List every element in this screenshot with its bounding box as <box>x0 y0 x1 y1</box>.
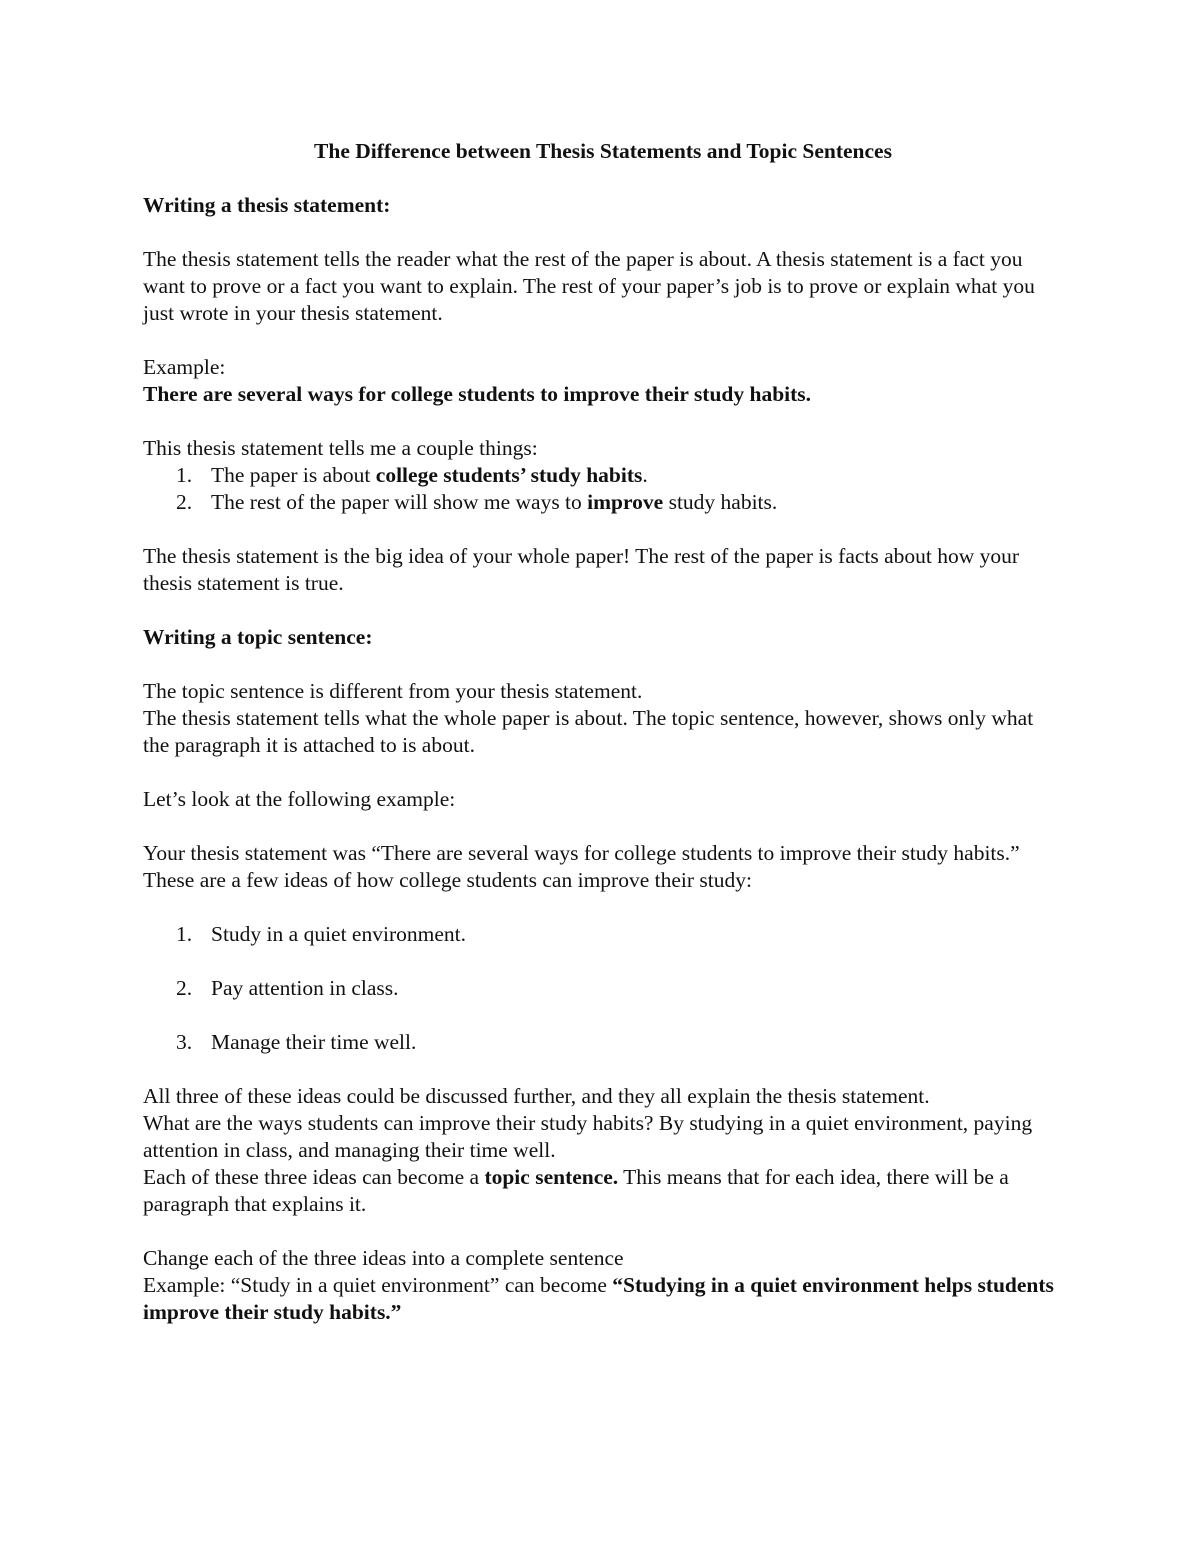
change-instruction: Change each of the three ideas into a complete sentence <box>143 1246 624 1270</box>
list-item: 2. The rest of the paper will show me ways to improve study habits. <box>176 490 778 514</box>
section-heading-topic: Writing a topic sentence: <box>143 625 373 649</box>
topic-line-1: The topic sentence is different from your thesis statement. <box>143 679 643 703</box>
each-idea-paragraph: Each of these three ideas can become a topic sentence. This means that for each idea, there will be a paragraph that explains it. <box>143 1165 1009 1216</box>
topic-line-2: The thesis statement tells what the whole paper is about. The topic sentence, however, shows only what the paragraph it is attached to is about. <box>143 706 1034 757</box>
ideas-list <box>143 921 1063 1056</box>
thesis-was-paragraph: Your thesis statement was “There are several ways for college students to improve their study habits.” <box>143 841 1020 865</box>
document-page <box>143 138 1063 1326</box>
list-item: 1. Study in a quiet environment. <box>176 922 466 946</box>
section-heading-thesis: Writing a thesis statement: <box>143 193 391 217</box>
list-item: 2. Pay attention in class. <box>176 976 399 1000</box>
list-item: 1. The paper is about college students’ study habits. <box>176 463 648 487</box>
page-title: The Difference between Thesis Statements and Topic Sentences <box>314 139 892 163</box>
thesis-tells-intro: This thesis statement tells me a couple things: <box>143 436 538 460</box>
thesis-intro-paragraph: The thesis statement tells the reader what the rest of the paper is about. A thesis statement is a fact you want to prove or a fact you want to explain. The rest of your paper’s job is to prove or explain what you just wrote in your thesis statement. <box>143 247 1035 325</box>
list-item: 3. Manage their time well. <box>176 1030 417 1054</box>
big-idea-paragraph: The thesis statement is the big idea of your whole paper! The rest of the paper is facts about how your thesis statement is true. <box>143 544 1020 595</box>
final-example-paragraph: Example: “Study in a quiet environment” can become “Studying in a quiet environment helps students improve their study habits.” <box>143 1273 1054 1324</box>
ideas-intro: These are a few ideas of how college students can improve their study: <box>143 868 752 892</box>
lets-look-line: Let’s look at the following example: <box>143 787 456 811</box>
example-thesis-text: There are several ways for college students to improve their study habits. <box>143 382 812 406</box>
all-three-line: All three of these ideas could be discussed further, and they all explain the thesis statement. <box>143 1084 930 1108</box>
example-label: Example: <box>143 355 226 379</box>
thesis-points-list <box>143 462 1063 516</box>
what-ways-paragraph: What are the ways students can improve their study habits? By studying in a quiet environment, paying attention in class, and managing their time well. <box>143 1111 1033 1162</box>
